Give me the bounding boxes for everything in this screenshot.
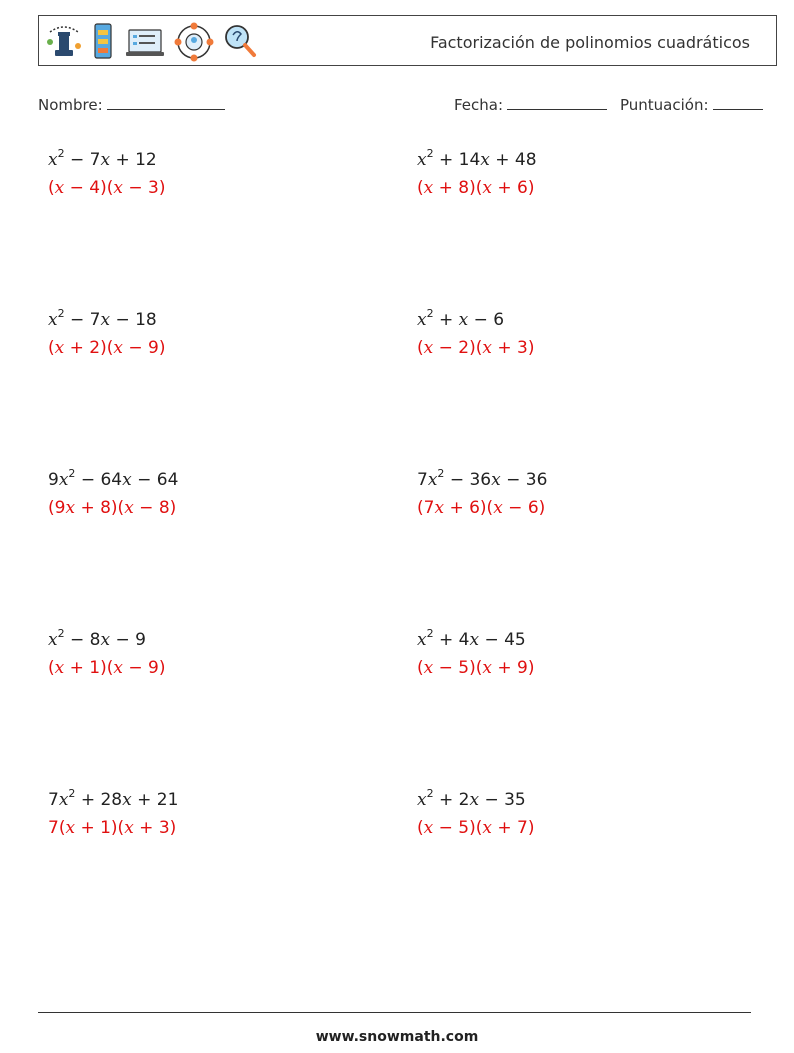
magnifier-icon bbox=[222, 22, 258, 62]
problem-answer: (x + 1)(x − 9) bbox=[48, 658, 166, 678]
problem-expression: $x^2 + x - 6$ bbox=[417, 307, 505, 330]
date-label: Fecha: bbox=[454, 96, 504, 114]
problem-answer: (x − 2)(x + 3) bbox=[417, 338, 535, 358]
problem-expression: $7x^2 - 36x - 36$ bbox=[417, 467, 548, 490]
name-field bbox=[38, 94, 225, 114]
footer-url: www.snowmath.com bbox=[315, 1029, 479, 1045]
chess-rook-icon bbox=[44, 22, 84, 62]
date-line[interactable] bbox=[507, 94, 607, 110]
problem-answer: (x + 2)(x − 9) bbox=[48, 338, 166, 358]
problem-10 bbox=[417, 787, 535, 838]
score-label: Puntuación: bbox=[620, 96, 709, 114]
footer-divider bbox=[38, 1012, 751, 1013]
problem-2 bbox=[417, 147, 537, 198]
problem-7 bbox=[48, 627, 166, 678]
problem-6 bbox=[417, 467, 548, 518]
name-label: Nombre: bbox=[38, 96, 103, 114]
problem-answer: (x − 5)(x + 7) bbox=[417, 818, 535, 838]
problem-8 bbox=[417, 627, 535, 678]
problem-expression: $7x^2 + 28x + 21$ bbox=[48, 787, 179, 810]
problem-5 bbox=[48, 467, 179, 518]
problem-expression: $x^2 + 4x - 45$ bbox=[417, 627, 526, 650]
date-field bbox=[454, 94, 607, 114]
problem-expression: $x^2 - 7x + 12$ bbox=[48, 147, 157, 170]
problem-answer: (x − 4)(x − 3) bbox=[48, 178, 166, 198]
problem-answer: (9x + 8)(x − 8) bbox=[48, 498, 177, 518]
network-circle-icon bbox=[174, 22, 214, 62]
problem-answer: (x + 8)(x + 6) bbox=[417, 178, 535, 198]
problem-expression: $x^2 + 14x + 48$ bbox=[417, 147, 537, 170]
problem-expression: $x^2 - 7x - 18$ bbox=[48, 307, 157, 330]
header-icons bbox=[44, 22, 258, 62]
problem-answer: 7(x + 1)(x + 3) bbox=[48, 818, 177, 838]
score-field bbox=[620, 94, 763, 114]
problem-9 bbox=[48, 787, 179, 838]
problem-answer: (x − 5)(x + 9) bbox=[417, 658, 535, 678]
laptop-icon bbox=[124, 22, 166, 62]
problem-answer: (7x + 6)(x − 6) bbox=[417, 498, 546, 518]
phone-list-icon bbox=[92, 22, 116, 62]
problem-expression: $9x^2 - 64x - 64$ bbox=[48, 467, 179, 490]
problem-4 bbox=[417, 307, 535, 358]
problem-1 bbox=[48, 147, 166, 198]
problem-expression: $x^2 - 8x - 9$ bbox=[48, 627, 146, 650]
name-line[interactable] bbox=[107, 94, 225, 110]
worksheet-title: Factorización de polinomios cuadráticos bbox=[430, 33, 750, 52]
worksheet-header bbox=[38, 15, 777, 66]
problem-expression: $x^2 + 2x - 35$ bbox=[417, 787, 526, 810]
score-line[interactable] bbox=[713, 94, 763, 110]
problem-3 bbox=[48, 307, 166, 358]
